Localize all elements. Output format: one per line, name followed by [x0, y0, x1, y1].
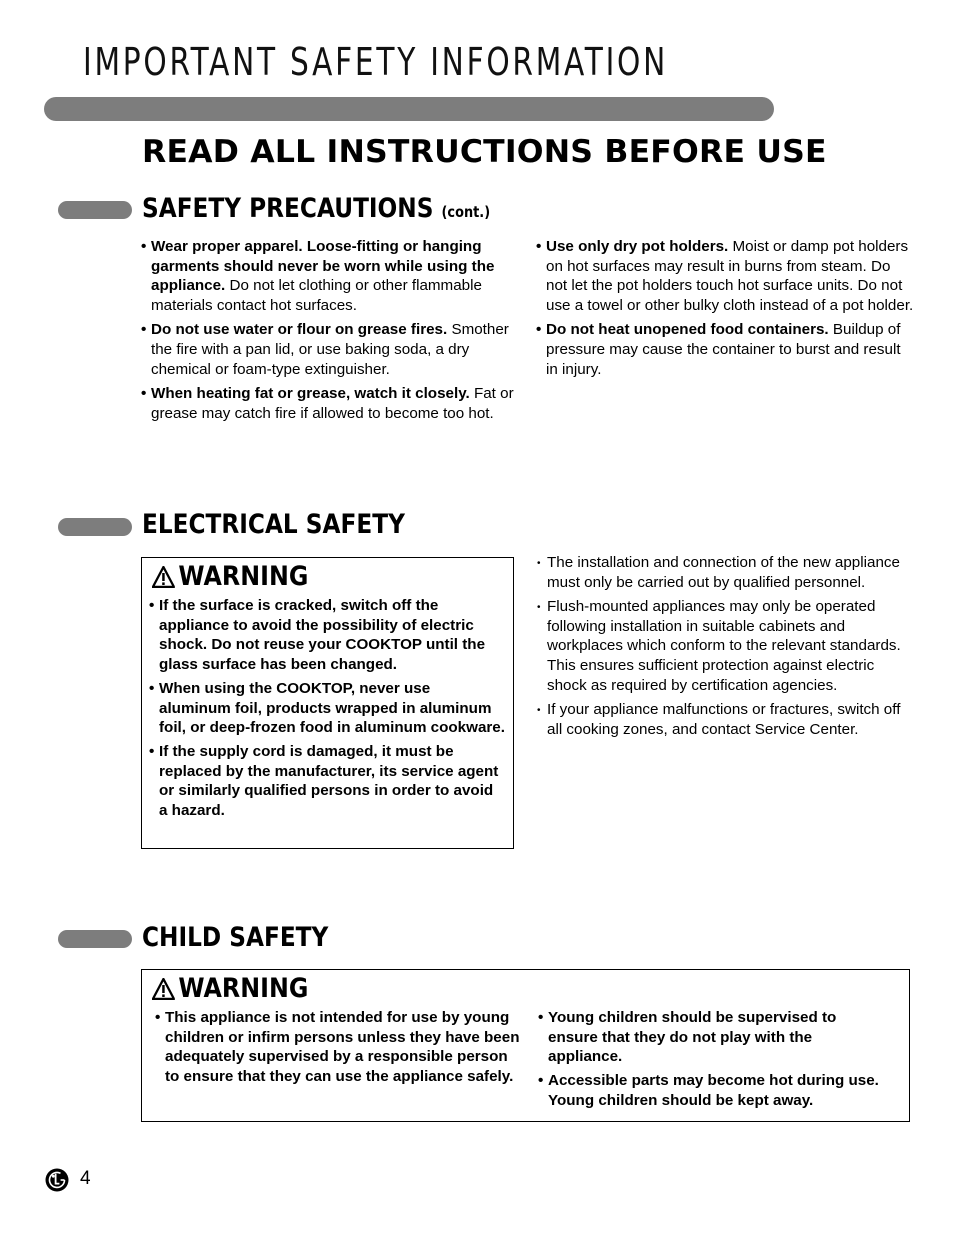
list-item: • If your appliance malfunctions or fractures, switch off all cooking zones, and contact Service Center. [537, 701, 901, 738]
electrical-notes-list [537, 553, 913, 744]
page-title: IMPORTANT SAFETY INFORMATION [83, 40, 669, 84]
safety-precautions-left-list [141, 237, 517, 428]
electrical-warning-list [149, 596, 505, 825]
warning-label: WARNING [178, 561, 309, 592]
warning-heading [152, 973, 308, 1004]
list-item: • If the supply cord is damaged, it must be replaced by the manufacturer, its service agent or similarly qualified persons in order to avoid a hazard. [149, 742, 499, 820]
page-number: 4 [80, 1168, 91, 1189]
child-warning-right-list [538, 1008, 888, 1115]
safety-precautions-right-list [536, 237, 914, 384]
lg-logo-icon [45, 1168, 69, 1192]
list-item: • Use only dry pot holders. Moist or damp pot holders on hot surfaces may result in burns from steam. Do not let the pot holders touch hot surface units. Do not use a towel or other bulky cloth instead of a pot holder. [536, 238, 914, 314]
list-item: • The installation and connection of the new appliance must only be carried out by qualified personnel. [537, 554, 900, 591]
safety-precautions-heading [142, 193, 490, 224]
child-warning-box [141, 969, 910, 1122]
list-item: • When heating fat or grease, watch it closely. Fat or grease may catch fire if allowed to become too hot. [141, 385, 514, 422]
electrical-safety-heading: ELECTRICAL SAFETY [142, 509, 405, 540]
list-item: • Young children should be supervised to ensure that they do not play with the appliance. [538, 1009, 837, 1066]
list-item: • Wear proper apparel. Loose-fitting or hanging garments should never be worn while using the appliance. Do not let clothing or other flammable materials contact hot surfaces. [141, 238, 495, 314]
read-instructions-heading: READ ALL INSTRUCTIONS BEFORE USE [142, 134, 827, 170]
child-safety-heading: CHILD SAFETY [142, 922, 329, 953]
section-marker-pill [58, 518, 132, 536]
child-warning-left-list [155, 1008, 523, 1091]
warning-heading [152, 561, 308, 592]
list-item: • Do not heat unopened food containers. Buildup of pressure may cause the container to burst and result in injury. [536, 321, 901, 378]
list-item: • When using the COOKTOP, never use aluminum foil, products wrapped in aluminum foil, or deep-frozen food in aluminum cookware. [149, 679, 505, 737]
warning-label: WARNING [178, 973, 309, 1004]
safety-precautions-cont: (cont.) [441, 203, 491, 221]
safety-precautions-title: SAFETY PRECAUTIONS [142, 193, 434, 224]
list-item: • This appliance is not intended for use by young children or infirm persons unless they have been adequately supervised by a responsible person to ensure that they can use the appliance safely. [155, 1009, 520, 1086]
warning-triangle-icon [152, 978, 175, 1000]
title-bar-divider [44, 97, 774, 121]
list-item: • Flush-mounted appliances may only be operated following installation in suitable cabinets and workplaces which conform to the relevant standards. This ensures sufficient protection against electric shock as required by certification agencies. [537, 598, 901, 694]
section-marker-pill [58, 930, 132, 948]
electrical-warning-box [141, 557, 514, 849]
list-item: • Accessible parts may become hot during use. Young children should be kept away. [538, 1072, 879, 1109]
list-item: • Do not use water or flour on grease fires. Smother the fire with a pan lid, or use baking soda, a dry chemical or foam-type extinguisher. [141, 321, 509, 378]
warning-triangle-icon [152, 566, 175, 588]
section-marker-pill [58, 201, 132, 219]
list-item: • If the surface is cracked, switch off the appliance to avoid the possibility of electric shock. Do not reuse your COOKTOP until the glass surface has been changed. [149, 597, 486, 674]
